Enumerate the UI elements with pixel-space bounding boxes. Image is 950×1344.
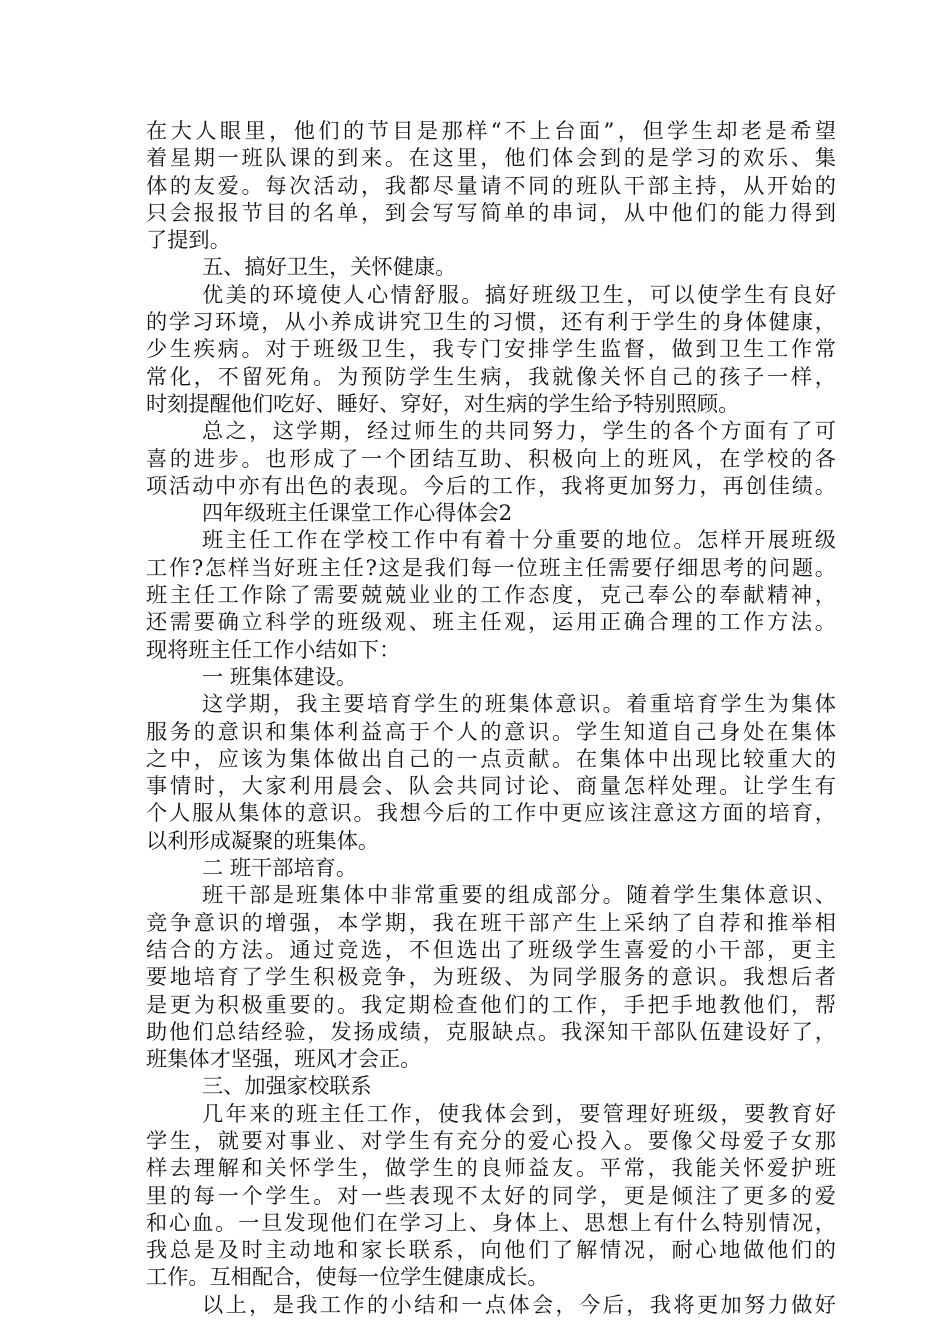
paragraph-line: 常化，不留死角。为预防学生生病，我就像关怀自己的孩子一样， bbox=[146, 363, 836, 389]
paragraph-line: 还需要确立科学的班级观、班主任观，运用正确合理的工作方法。 bbox=[146, 609, 836, 635]
paragraph-line: 结合的方法。通过竞选，不但选出了班级学生喜爱的小干部，更主 bbox=[146, 936, 836, 962]
paragraph-line: 工作?怎样当好班主任?这是我们每一位班主任需要仔细思考的问题。 bbox=[146, 554, 836, 580]
paragraph-line: 工作。互相配合，使每一位学生健康成长。 bbox=[146, 1264, 549, 1290]
paragraph-line: 项活动中亦有出色的表现。今后的工作，我将更加努力，再创佳绩。 bbox=[146, 472, 836, 498]
paragraph-line: 班主任工作除了需要兢兢业业的工作态度，克己奉公的奉献精神， bbox=[146, 582, 836, 608]
paragraph-line: 现将班主任工作小结如下： bbox=[146, 636, 401, 662]
paragraph-line: 和心血。一旦发现他们在学习上、身体上、思想上有什么特别情况， bbox=[146, 1209, 836, 1235]
paragraph-line: 事情时，大家利用晨会、队会共同讨论、商量怎样处理。让学生有 bbox=[146, 773, 836, 799]
paragraph-line: 了提到。 bbox=[146, 227, 231, 253]
document-body bbox=[146, 117, 836, 1318]
paragraph-line: 时刻提醒他们吃好、睡好、穿好，对生病的学生给予特别照顾。 bbox=[146, 390, 740, 416]
paragraph-line-indented: 二 班干部培育。 bbox=[202, 855, 358, 881]
paragraph-line: 喜的进步。也形成了一个团结互助、积极向上的班风，在学校的各 bbox=[146, 445, 836, 471]
paragraph-line: 在大人眼里，他们的节目是那样“不上台面”，但学生却老是希望 bbox=[146, 118, 836, 143]
paragraph-line: 是更为积极重要的。我定期检查他们的工作，手把手地教他们，帮 bbox=[146, 991, 836, 1017]
paragraph-line-indented: 以上，是我工作的小结和一点体会，今后，我将更加努力做好 bbox=[202, 1291, 836, 1317]
paragraph-line-indented: 优美的环境使人心情舒服。搞好班级卫生，可以使学生有良好 bbox=[202, 281, 836, 307]
paragraph-line: 里的每一个学生。对一些表现不太好的同学，更是倾注了更多的爱 bbox=[146, 1182, 836, 1208]
paragraph-line: 之中，应该为集体做出自己的一点贡献。在集体中出现比较重大的 bbox=[146, 745, 836, 771]
paragraph-line: 少生疾病。对于班级卫生，我专门安排学生监督，做到卫生工作常 bbox=[146, 336, 836, 362]
paragraph-line: 以利形成凝聚的班集体。 bbox=[146, 827, 380, 853]
paragraph-line-indented: 几年来的班主任工作，使我体会到，要管理好班级，要教育好 bbox=[202, 1100, 836, 1126]
paragraph-line: 样去理解和关怀学生，做学生的良师益友。平常，我能关怀爱护班 bbox=[146, 1155, 836, 1181]
paragraph-line: 个人服从集体的意识。我想今后的工作中更应该注意这方面的培育， bbox=[146, 800, 836, 826]
paragraph-line: 学生，就要对事业、对学生有充分的爱心投入。要像父母爱子女那 bbox=[146, 1127, 836, 1153]
paragraph-line-indented: 这学期，我主要培育学生的班集体意识。着重培育学生为集体 bbox=[202, 691, 836, 717]
paragraph-line: 着星期一班队课的到来。在这里，他们体会到的是学习的欢乐、集 bbox=[146, 145, 836, 171]
paragraph-line: 我总是及时主动地和家长联系，向他们了解情况，耐心地做他们的 bbox=[146, 1237, 836, 1263]
paragraph-line: 班集体才坚强，班风才会正。 bbox=[146, 1046, 422, 1072]
paragraph-line: 竞争意识的增强，本学期，我在班干部产生上采纳了自荐和推举相 bbox=[146, 909, 836, 935]
paragraph-line: 要地培育了学生积极竞争，为班级、为同学服务的意识。我想后者 bbox=[146, 964, 836, 990]
paragraph-line-indented: 五、搞好卫生，关怀健康。 bbox=[202, 254, 457, 280]
paragraph-line-indented: 总之，这学期，经过师生的共同努力，学生的各个方面有了可 bbox=[202, 418, 836, 444]
paragraph-line: 的学习环境，从小养成讲究卫生的习惯，还有利于学生的身体健康， bbox=[146, 309, 836, 335]
paragraph-line: 只会报报节目的名单，到会写写简单的串词，从中他们的能力得到 bbox=[146, 199, 836, 225]
paragraph-line: 体的友爱。每次活动，我都尽量请不同的班队干部主持，从开始的 bbox=[146, 172, 836, 198]
paragraph-line-indented: 班干部是班集体中非常重要的组成部分。随着学生集体意识、 bbox=[202, 882, 836, 908]
paragraph-line: 服务的意识和集体利益高于个人的意识。学生知道自己身处在集体 bbox=[146, 718, 836, 744]
paragraph-line-indented: 四年级班主任课堂工作心得体会2 bbox=[202, 500, 513, 526]
paragraph-line-indented: 三、加强家校联系 bbox=[202, 1073, 372, 1099]
paragraph-line-indented: 班主任工作在学校工作中有着十分重要的地位。怎样开展班级 bbox=[202, 527, 836, 553]
paragraph-line: 助他们总结经验，发扬成绩，克服缺点。我深知干部队伍建设好了， bbox=[146, 1018, 836, 1044]
paragraph-line-indented: 一 班集体建设。 bbox=[202, 663, 358, 689]
